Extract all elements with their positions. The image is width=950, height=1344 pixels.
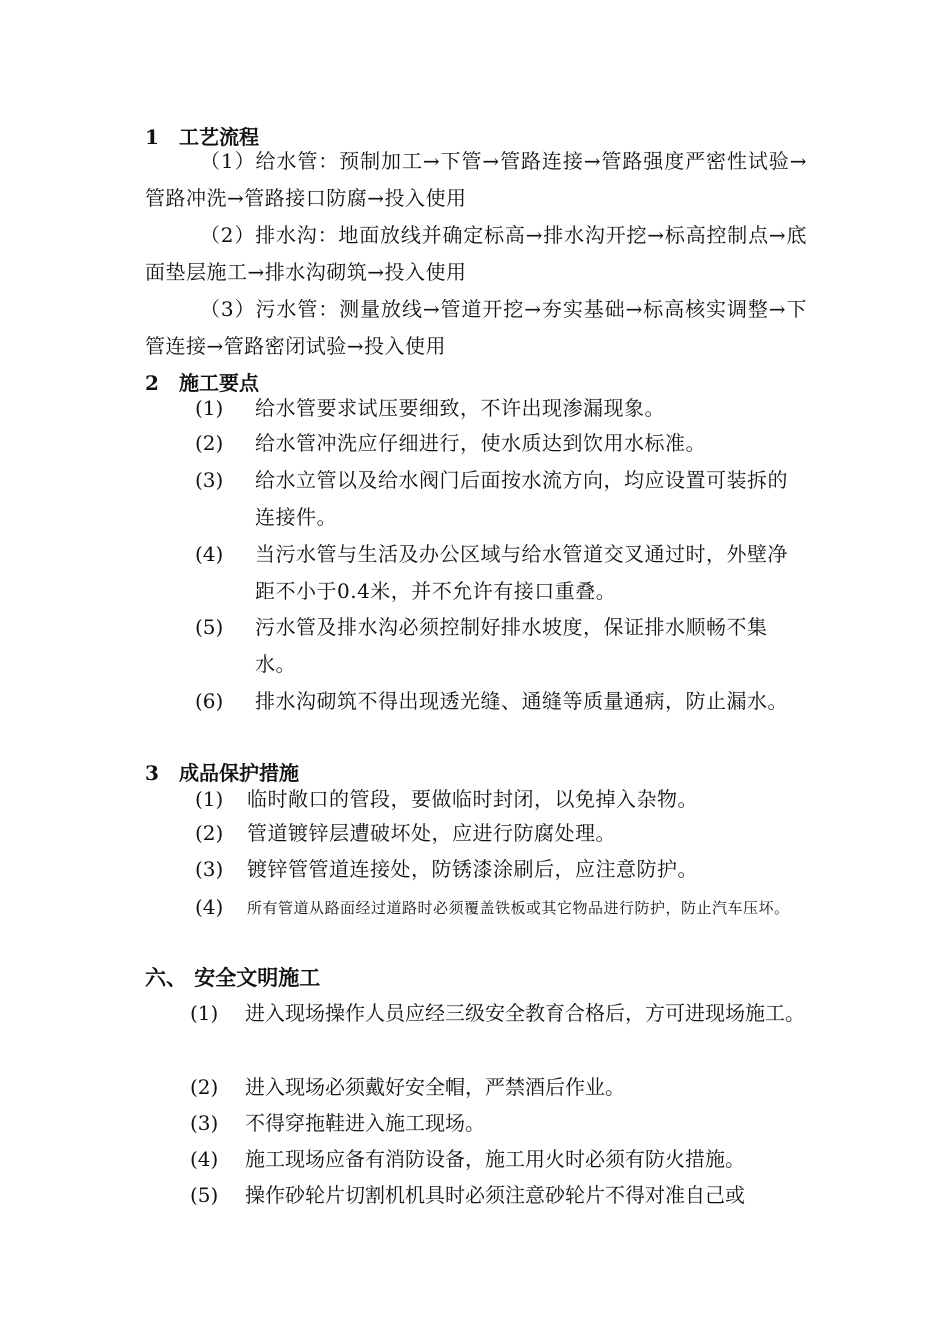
item-text: 给水管冲洗应仔细进行，使水质达到饮用水标准。 (255, 431, 706, 455)
item-number: (1) (195, 787, 224, 811)
section-6-heading: 六、 安全文明施工 (145, 965, 321, 990)
item-text: 给水管要求试压要细致，不许出现渗漏现象。 (255, 396, 665, 420)
item-text: 临时敞口的管段，要做临时封闭，以免掉入杂物。 (247, 787, 698, 811)
paragraph-sewage-pipe: （3）污水管：测量放线→管道开挖→夯实基础→标高核实调整→下管连接→管路密闭试验→投入使用 (145, 297, 807, 358)
list-item (145, 1177, 807, 1214)
section-title: 成品保护措施 (179, 761, 299, 785)
item-number: (4) (195, 542, 224, 566)
item-number: (2) (195, 431, 224, 455)
item-text: 管道镀锌层遭破坏处，应进行防腐处理。 (247, 821, 616, 845)
item-text: 给水立管以及给水阀门后面按水流方向，均应设置可装拆的连接件。 (255, 468, 788, 529)
item-number: (4) (195, 895, 224, 919)
item-number: (3) (195, 468, 224, 492)
item-text: 排水沟砌筑不得出现透光缝、通缝等质量通病，防止漏水。 (255, 689, 788, 713)
paragraph-water-supply: （1）给水管：预制加工→下管→管路连接→管路强度严密性试验→管路冲洗→管路接口防腐→投入使用 (145, 149, 807, 210)
list-item (145, 1069, 807, 1106)
item-number: (1) (195, 396, 224, 420)
item-text: 镀锌管管道连接处，防锈漆涂刷后，应注意防护。 (247, 857, 698, 881)
list-item (145, 1105, 807, 1142)
item-number: (3) (190, 1111, 219, 1135)
item-text: 所有管道从路面经过道路时必须覆盖铁板或其它物品进行防护，防止汽车压坏。 (247, 899, 790, 917)
item-text: 不得穿拖鞋进入施工现场。 (245, 1111, 485, 1135)
item-text: 进入现场必须戴好安全帽，严禁酒后作业。 (245, 1075, 625, 1099)
item-text: 当污水管与生活及办公区域与给水管道交叉通过时，外壁净距不小于0.4米，并不允许有接口重叠。 (255, 542, 788, 603)
section-number: 3 (145, 761, 159, 785)
item-number: (5) (190, 1183, 219, 1207)
item-text: 施工现场应备有消防设备，施工用火时必须有防火措施。 (245, 1147, 745, 1171)
item-number: (5) (195, 615, 224, 639)
item-number: (6) (195, 689, 224, 713)
item-number: (4) (190, 1147, 219, 1171)
section-title: 施工要点 (179, 371, 259, 395)
list-item (145, 995, 807, 1032)
item-number: (1) (190, 1001, 219, 1025)
item-number: (3) (195, 857, 224, 881)
section-number: 2 (145, 371, 159, 395)
item-text: 污水管及排水沟必须控制好排水坡度，保证排水顺畅不集水。 (255, 615, 768, 676)
item-text: 操作砂轮片切割机机具时必须注意砂轮片不得对准自己或 (245, 1183, 745, 1207)
item-number: (2) (190, 1075, 219, 1099)
item-number: (2) (195, 821, 224, 845)
list-item (145, 1141, 807, 1178)
section-number: 1 (145, 125, 159, 149)
item-text: 进入现场操作人员应经三级安全教育合格后，方可进现场施工。 (245, 1001, 805, 1025)
section-title: 工艺流程 (179, 125, 259, 149)
paragraph-drainage-ditch: （2）排水沟：地面放线并确定标高→排水沟开挖→标高控制点→底面垫层施工→排水沟砌筑→投入使用 (145, 223, 807, 284)
